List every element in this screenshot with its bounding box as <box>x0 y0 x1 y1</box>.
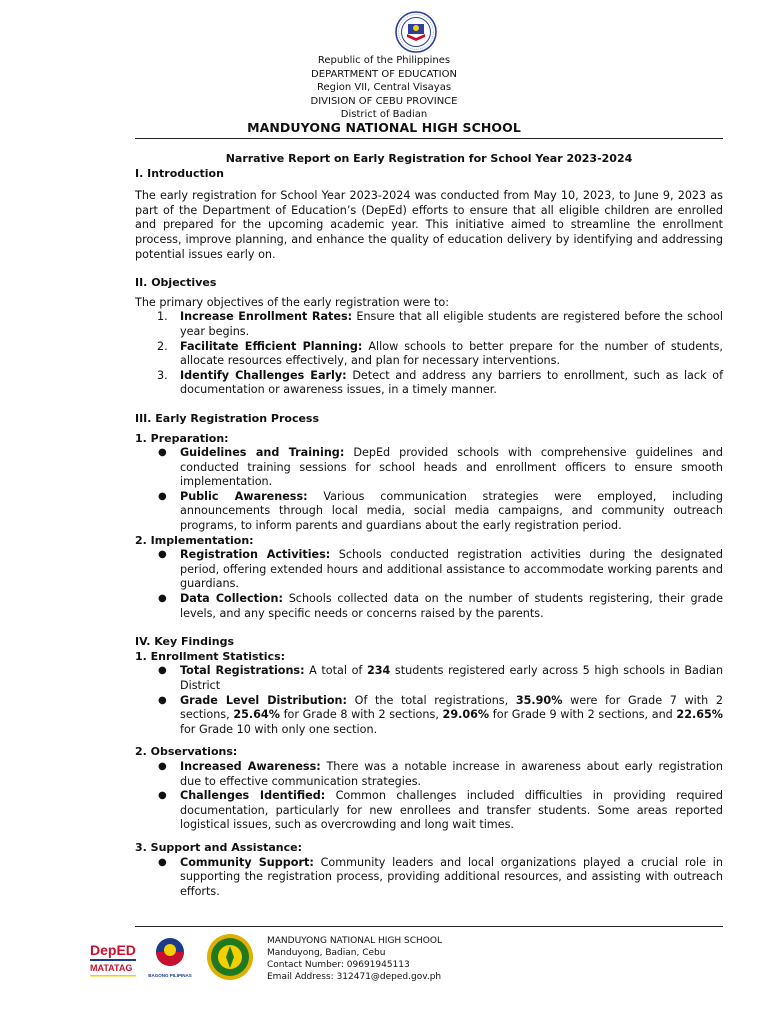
objective-label: Identify Challenges Early: <box>180 368 347 382</box>
report-body <box>135 152 723 899</box>
item-text: Schools collected data on the number of students registering, their grade levels, and any specific needs or concerns raised by the parents. <box>180 592 723 620</box>
objective-item <box>135 340 723 369</box>
list-item <box>135 490 723 534</box>
objectives-heading: II. Objectives <box>135 276 217 290</box>
grade7-percent: 35.90% <box>515 693 563 707</box>
statistics-heading: 1. Enrollment Statistics: <box>135 649 286 663</box>
item-text: There was a notable increase in awareness about early registration due to effective communication strategies. <box>180 759 723 788</box>
grade10-percent: 22.65% <box>676 708 724 722</box>
item-text: Of the total registrations, <box>354 693 509 707</box>
item-label: Registration Activities: <box>180 548 331 562</box>
bullet-icon: ● <box>158 694 167 706</box>
support-list <box>135 856 723 900</box>
bullet-icon: ● <box>158 490 167 502</box>
footer-email: Email Address: 312471@deped.gov.ph <box>267 972 442 982</box>
list-item <box>135 664 723 693</box>
header-line-division: DIVISION OF CEBU PROVINCE <box>310 95 458 107</box>
grade8-percent: 25.64% <box>233 708 280 722</box>
header-divider <box>135 138 723 139</box>
deped-seal-icon <box>395 11 437 53</box>
header-line-republic: Republic of the Philippines <box>317 55 451 66</box>
list-item <box>135 548 723 592</box>
objectives-lead: The primary objectives of the early registration were to: <box>135 295 449 309</box>
item-text: Community leaders and local organizations played a crucial role in supporting the registration process, providing additional resources, and assisting with outreach efforts. <box>180 855 724 898</box>
report-title: Narrative Report on Early Registration for School Year 2023-2024 <box>225 152 633 165</box>
deped-logo-text: DepED <box>90 942 136 958</box>
process-heading: III. Early Registration Process <box>135 411 320 425</box>
item-text: DepEd provided schools with comprehensive guidelines and conducted training sessions for school heads and enrollment officers to ensure smooth implementation. <box>180 446 723 489</box>
objective-item <box>135 369 723 398</box>
item-text: A total of <box>309 664 363 678</box>
bullet-icon: ● <box>158 447 167 459</box>
deped-matatag-logo <box>90 942 136 977</box>
grade9-percent: 29.06% <box>442 708 490 722</box>
observations-heading: 2. Observations: <box>135 745 238 759</box>
objective-item <box>135 310 723 339</box>
objective-text: Ensure that all eligible students are registered before the school year begins. <box>180 310 723 338</box>
item-text: Various communication strategies were employed, including announcements through local media, social media campaigns, and community outreach programs, to inform parents and guardians about the early registration period. <box>180 489 723 533</box>
footer-contact <box>267 935 442 983</box>
preparation-heading: 1. Preparation: <box>135 431 229 445</box>
bullet-icon: ● <box>158 665 167 677</box>
bullet-icon: ● <box>158 593 167 605</box>
item-text: Common challenges included difficulties in providing required documentation, particularly for new enrollees and transfer students. Some areas reported logistical issues, such as overcrowding and long wait times. <box>180 789 723 832</box>
list-item <box>135 694 723 738</box>
footer-contact-number: Contact Number: 09691945113 <box>267 960 410 970</box>
footer-address: Manduyong, Badian, Cebu <box>267 948 386 958</box>
objective-number: 3. <box>157 368 168 382</box>
item-text: students registered early across 5 high schools in Badian District <box>180 664 724 692</box>
list-item <box>135 760 723 789</box>
bullet-icon: ● <box>158 549 167 561</box>
item-text: Schools conducted registration activities during the designated period, offering extended hours and additional assistance to accommodate working parents and guardians. <box>180 548 723 591</box>
implementation-heading: 2. Implementation: <box>135 533 254 547</box>
header-line-district: District of Badian <box>340 109 428 120</box>
item-text: for Grade 8 with 2 sections, <box>283 708 439 722</box>
item-text: were for Grade 7 with 2 sections, <box>180 693 723 722</box>
bagong-pilipinas-text: BAGONG PILIPINAS <box>148 973 192 978</box>
matatag-logo-text: MATATAG <box>90 963 133 973</box>
footer-school-name: MANDUYONG NATIONAL HIGH SCHOOL <box>267 936 442 946</box>
list-item <box>135 856 723 900</box>
school-seal-logo <box>207 934 253 980</box>
item-text: for Grade 9 with 2 sections, and <box>492 708 673 722</box>
school-name: MANDUYONG NATIONAL HIGH SCHOOL <box>247 120 521 135</box>
objective-label: Facilitate Efficient Planning: <box>180 339 363 353</box>
footer-logos <box>88 934 263 982</box>
objective-label: Increase Enrollment Rates: <box>180 310 353 324</box>
item-label: Data Collection: <box>180 592 283 606</box>
list-item <box>135 446 723 490</box>
header-line-region: Region VII, Central Visayas <box>316 82 452 93</box>
intro-heading: I. Introduction <box>135 166 224 180</box>
item-label: Public Awareness: <box>180 489 308 503</box>
total-registrations-value: 234 <box>366 664 391 678</box>
item-label: Total Registrations: <box>180 664 305 678</box>
observations-list <box>135 760 723 833</box>
item-label: Challenges Identified: <box>180 789 326 803</box>
bagong-pilipinas-logo <box>148 938 192 978</box>
findings-heading: IV. Key Findings <box>135 635 234 649</box>
item-label: Guidelines and Training: <box>180 446 345 460</box>
bullet-icon: ● <box>158 760 167 772</box>
item-label: Increased Awareness: <box>180 759 321 773</box>
bullet-icon: ● <box>158 790 167 802</box>
preparation-list <box>135 446 723 534</box>
objective-number: 2. <box>157 339 168 353</box>
item-text: for Grade 10 with only one section. <box>180 722 378 736</box>
intro-paragraph: The early registration for School Year 2023-2024 was conducted from May 10, 2023, to June 9, 2023 as part of the Department of Education’s (DepEd) efforts to ensure that all eligible children are enrolled and prepared for the upcoming academic year. This initiative aimed to streamline the enrollment process, improve planning, and enhance the quality of education delivery by identifying and addressing potential issues early on. <box>135 189 723 261</box>
list-item <box>135 789 723 833</box>
objective-text: Allow schools to better prepare for the number of students, allocate resources effectively, and plan for necessary interventions. <box>180 339 723 368</box>
item-label: Community Support: <box>180 855 314 869</box>
objective-number: 1. <box>157 310 168 324</box>
list-item <box>135 592 723 621</box>
objective-text: Detect and address any barriers to enrollment, such as lack of documentation or awareness issues, in a timely manner. <box>180 368 724 397</box>
statistics-list <box>135 664 723 737</box>
objectives-list <box>135 310 723 398</box>
bullet-icon: ● <box>158 856 167 868</box>
footer-divider <box>135 926 723 927</box>
implementation-list <box>135 548 723 621</box>
item-label: Grade Level Distribution: <box>180 693 347 707</box>
header-line-department: DEPARTMENT OF EDUCATION <box>311 68 457 80</box>
support-heading: 3. Support and Assistance: <box>135 840 303 854</box>
